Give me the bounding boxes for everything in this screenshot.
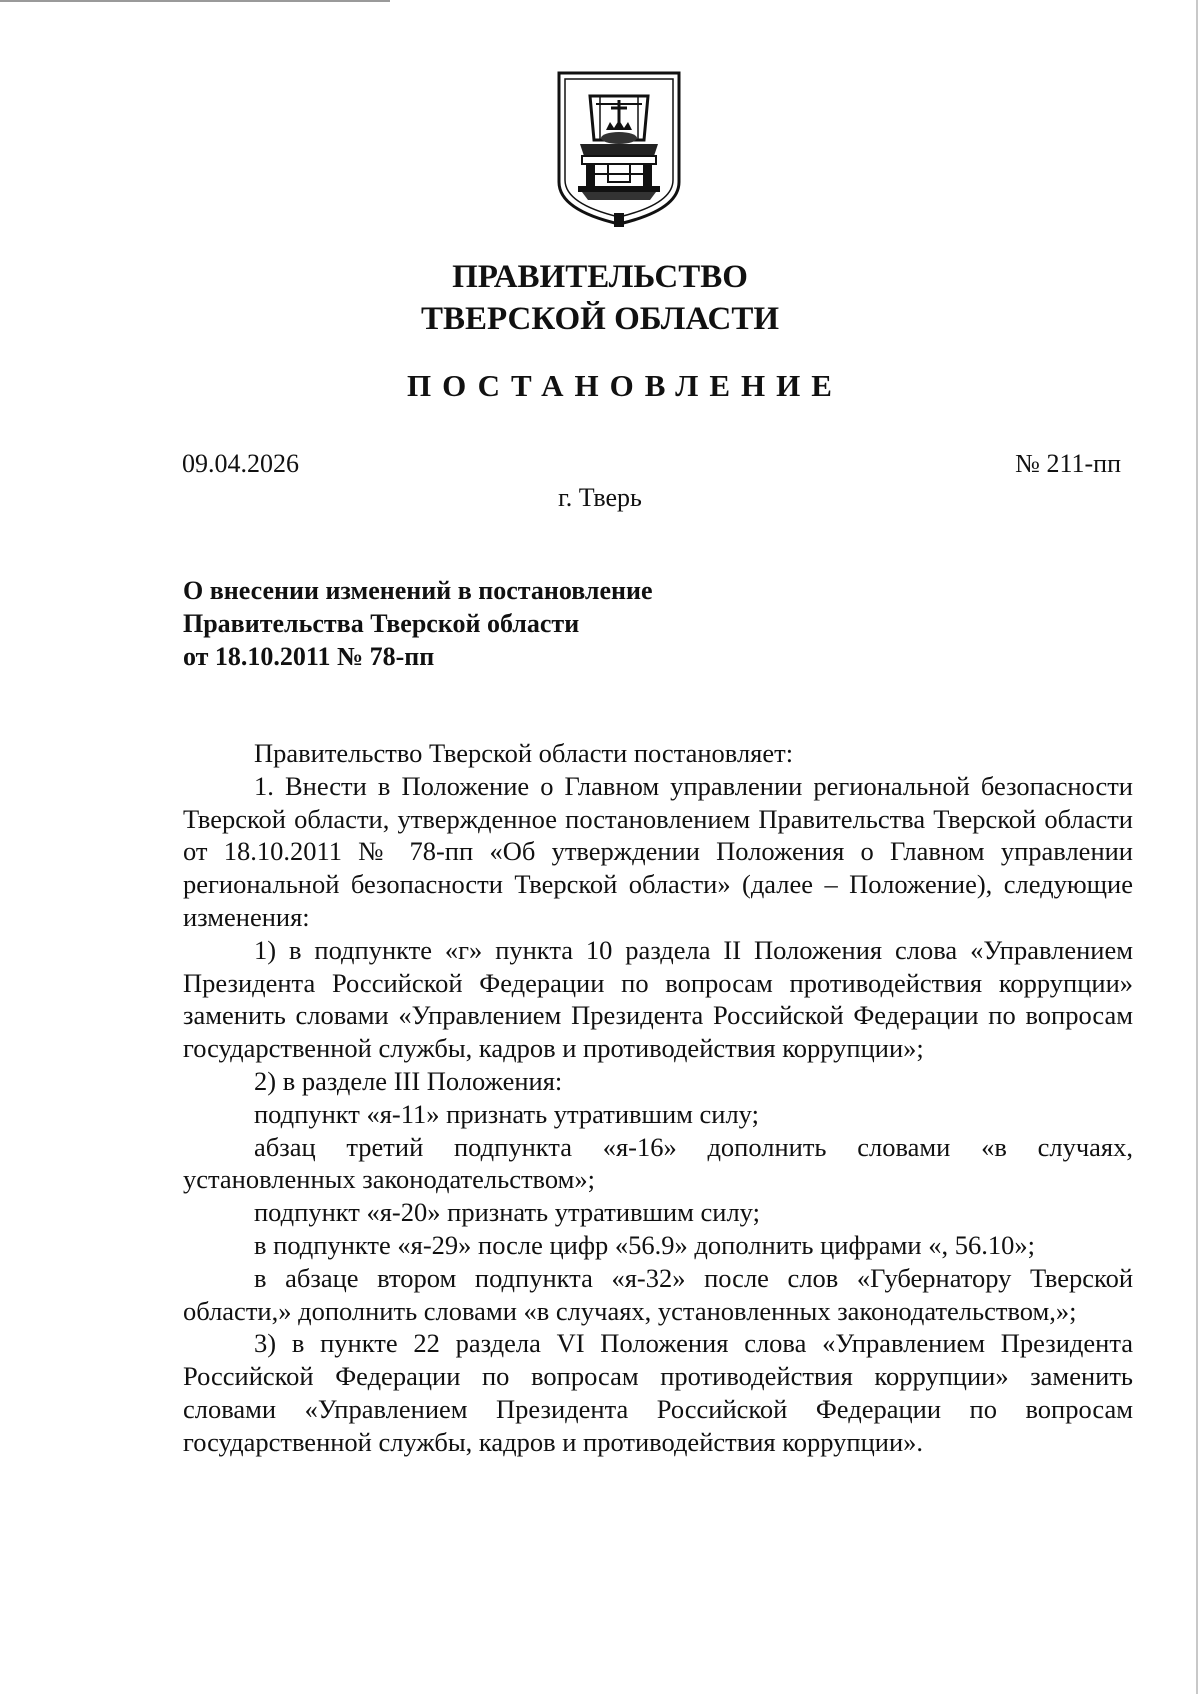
body-paragraph: Правительство Тверской области постановляет: — [254, 738, 794, 768]
scan-edge-top — [0, 0, 390, 2]
body-paragraph: 1) в подпункте «г» пункта 10 раздела II Положения слова «Управлением Президента Российской Федерации по вопросам противодействия коррупции» заменить словами «Управлением Президента Российской Федерации по вопросам государственной службы, кадров и противодействия коррупции»; — [183, 934, 1133, 1064]
body-paragraph: в абзаце втором подпункта «я-32» после слов «Губернатору Тверской области,» дополнить словами «в случаях, установленных законодательством,»; — [183, 1262, 1133, 1326]
scan-edge-right — [1196, 0, 1198, 1694]
title-line-3: от 18.10.2011 № 78-пп — [183, 642, 435, 671]
organization-name — [0, 256, 1200, 340]
body-paragraph: 2) в разделе III Положения: — [254, 1065, 563, 1096]
body-paragraph: подпункт «я-11» признать утратившим силу; — [254, 1098, 759, 1129]
title-line-2: Правительства Тверской области — [183, 609, 580, 638]
body-paragraph: абзац третий подпункта «я-16» дополнить словами «в случаях, установленных законодательством»; — [183, 1131, 1133, 1195]
body-paragraph: в подпункте «я-29» после цифр «56.9» дополнить цифрами «, 56.10»; — [254, 1229, 1035, 1260]
organization-line-2: ТВЕРСКОЙ ОБЛАСТИ — [420, 301, 780, 337]
organization-line-1: ПРАВИТЕЛЬСТВО — [452, 259, 748, 295]
body-paragraph: 1. Внести в Положение о Главном управлении региональной безопасности Тверской области, утвержденное постановлением Правительства Тверской области от 18.10.2011 № 78-пп «Об утверждении Положения о Главном управлении региональной безопасности Тверской области» (далее – Положение), следующие изменения: — [183, 770, 1133, 932]
document-city: г. Тверь — [558, 483, 642, 512]
document-date: 09.04.2026 — [182, 449, 299, 478]
body-paragraph: подпункт «я-20» признать утратившим силу; — [254, 1197, 760, 1228]
document-type: ПОСТАНОВЛЕНИЕ — [407, 368, 843, 403]
title-line-1: О внесении изменений в постановление — [183, 576, 653, 605]
body-paragraph: 3) в пункте 22 раздела VI Положения слова «Управлением Президента Российской Федерации по вопросам противодействия коррупции» заменить словами «Управлением Президента Российской Федерации по вопросам государственной службы, кадров и противодействия коррупции». — [183, 1328, 1133, 1457]
coat-of-arms-icon — [556, 70, 682, 228]
document-number: № 211-пп — [1015, 449, 1121, 478]
document-title — [183, 574, 883, 673]
document-body — [183, 737, 1133, 1459]
